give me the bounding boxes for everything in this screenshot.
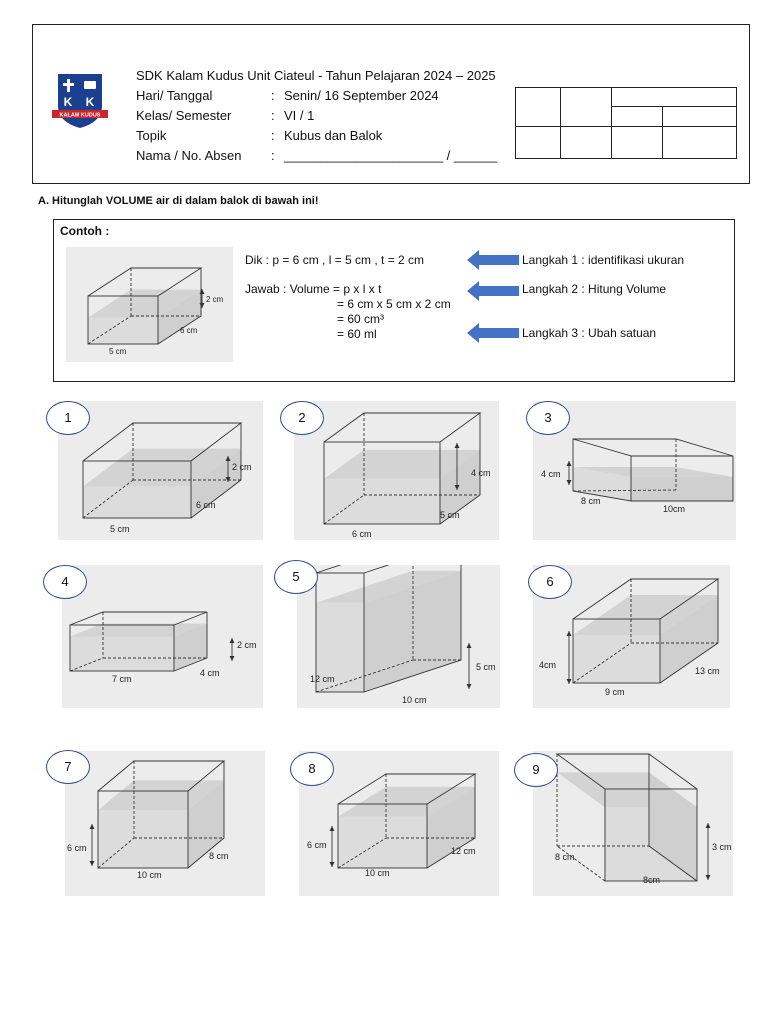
dimension-label: 8 cm bbox=[581, 496, 601, 506]
dimension-label: 8 cm bbox=[209, 851, 229, 861]
step-1: Langkah 1 : identifikasi ukuran bbox=[522, 253, 685, 267]
top-edges bbox=[70, 612, 207, 625]
school-logo bbox=[52, 70, 108, 130]
example-label: Contoh : bbox=[60, 224, 110, 238]
dimension-label: 3 cm bbox=[712, 842, 732, 852]
dimension-label: 10 cm bbox=[137, 870, 162, 880]
dimension-label: 4cm bbox=[539, 660, 557, 670]
problem-number: 2 bbox=[280, 401, 324, 435]
water-side bbox=[631, 477, 733, 501]
arrow-head bbox=[706, 823, 711, 828]
arrow-head bbox=[567, 480, 572, 485]
arrow-head bbox=[567, 631, 572, 636]
problem-number: 3 bbox=[526, 401, 570, 435]
arrow-head bbox=[455, 443, 460, 448]
score-table bbox=[515, 87, 737, 159]
arrow-head bbox=[90, 824, 95, 829]
dimension-label: 6 cm bbox=[307, 840, 327, 850]
problem-number: 7 bbox=[46, 750, 90, 784]
problem-number: 6 bbox=[528, 565, 572, 599]
problem-figure-9 bbox=[533, 751, 733, 896]
problem-number: 9 bbox=[514, 753, 558, 787]
score-cell bbox=[612, 88, 737, 107]
problem-figure-7 bbox=[65, 751, 265, 896]
dimension-label: 10 cm bbox=[365, 868, 390, 878]
dimension-label: 5 cm bbox=[476, 662, 496, 672]
step-2: Langkah 2 : Hitung Volume bbox=[522, 282, 667, 296]
dimension-label: 2 cm bbox=[237, 640, 257, 650]
water-front bbox=[98, 810, 188, 868]
problem-figure-5 bbox=[297, 565, 500, 708]
dimension-label: 8cm bbox=[643, 875, 661, 885]
score-cell bbox=[561, 127, 612, 159]
dimension-label: 8 cm bbox=[555, 852, 575, 862]
example-figure bbox=[66, 247, 233, 362]
dimension-label: 10cm bbox=[663, 504, 686, 514]
arrow-left-icon bbox=[467, 323, 519, 343]
dimension-label: 5 cm bbox=[440, 510, 460, 520]
score-cell bbox=[612, 107, 663, 127]
top-edges bbox=[324, 413, 480, 442]
problem-figure-2 bbox=[294, 401, 499, 540]
dimension-label: 2 cm bbox=[206, 295, 224, 304]
dimension-label: 6 cm bbox=[352, 529, 372, 539]
score-cell bbox=[663, 107, 737, 127]
water-front bbox=[338, 817, 427, 868]
water-front bbox=[83, 487, 191, 518]
problem-number: 4 bbox=[43, 565, 87, 599]
water-front bbox=[70, 637, 174, 672]
given-line: Dik : p = 6 cm , l = 5 cm , t = 2 cm bbox=[245, 253, 425, 267]
arrow-head bbox=[467, 684, 472, 689]
dimension-label: 12 cm bbox=[451, 846, 476, 856]
arrow-head bbox=[567, 461, 572, 466]
arrow-head bbox=[90, 861, 95, 866]
score-cell bbox=[663, 127, 737, 159]
dimension-label: 7 cm bbox=[112, 674, 132, 684]
arrow-head bbox=[467, 643, 472, 648]
dimension-label: 4 cm bbox=[471, 468, 491, 478]
svg-text:K: K bbox=[85, 95, 95, 109]
arrow-head bbox=[330, 826, 335, 831]
result-ml: = 60 ml bbox=[337, 327, 377, 341]
arrow-left-icon bbox=[467, 281, 519, 301]
dimension-label: 12 cm bbox=[310, 674, 335, 684]
score-cell bbox=[612, 127, 663, 159]
arrow-head bbox=[230, 656, 235, 661]
section-title: A. Hitunglah VOLUME air di dalam balok di bawah ini! bbox=[38, 195, 319, 207]
dimension-label: 13 cm bbox=[695, 666, 720, 676]
step-3: Langkah 3 : Ubah satuan bbox=[522, 326, 657, 340]
dimension-label: 10 cm bbox=[402, 695, 427, 705]
score-cell bbox=[516, 127, 561, 159]
dimension-label: 9 cm bbox=[605, 687, 625, 697]
problem-figure-4 bbox=[62, 565, 263, 708]
dimension-label: 5 cm bbox=[109, 347, 127, 356]
svg-text:KALAM KUDUS: KALAM KUDUS bbox=[59, 112, 101, 119]
arrow-left-icon bbox=[467, 250, 519, 270]
water-front bbox=[573, 635, 660, 683]
dimension-label: 4 cm bbox=[200, 668, 220, 678]
dimension-label: 5 cm bbox=[110, 524, 130, 534]
arrow-head bbox=[706, 875, 711, 880]
arrow-head bbox=[330, 862, 335, 867]
answer-line: Jawab : Volume = p x l x t bbox=[245, 282, 382, 296]
arrow-head bbox=[567, 679, 572, 684]
dimension-label: 6 cm bbox=[67, 843, 87, 853]
dimension-label: 2 cm bbox=[232, 462, 252, 472]
problem-number: 1 bbox=[46, 401, 90, 435]
problem-number: 8 bbox=[290, 752, 334, 786]
water-front bbox=[324, 479, 440, 524]
dimension-label: 6 cm bbox=[180, 326, 198, 335]
score-cell bbox=[561, 88, 612, 127]
svg-text:K: K bbox=[63, 95, 73, 109]
arrow-head bbox=[230, 638, 235, 643]
calc-line: = 6 cm x 5 cm x 2 cm bbox=[337, 297, 451, 311]
score-cell bbox=[516, 88, 561, 127]
problem-number: 5 bbox=[274, 560, 318, 594]
dimension-label: 6 cm bbox=[196, 500, 216, 510]
top-edges bbox=[573, 439, 733, 456]
dimension-label: 4 cm bbox=[541, 469, 561, 479]
result-cm3: = 60 cm³ bbox=[337, 312, 385, 326]
